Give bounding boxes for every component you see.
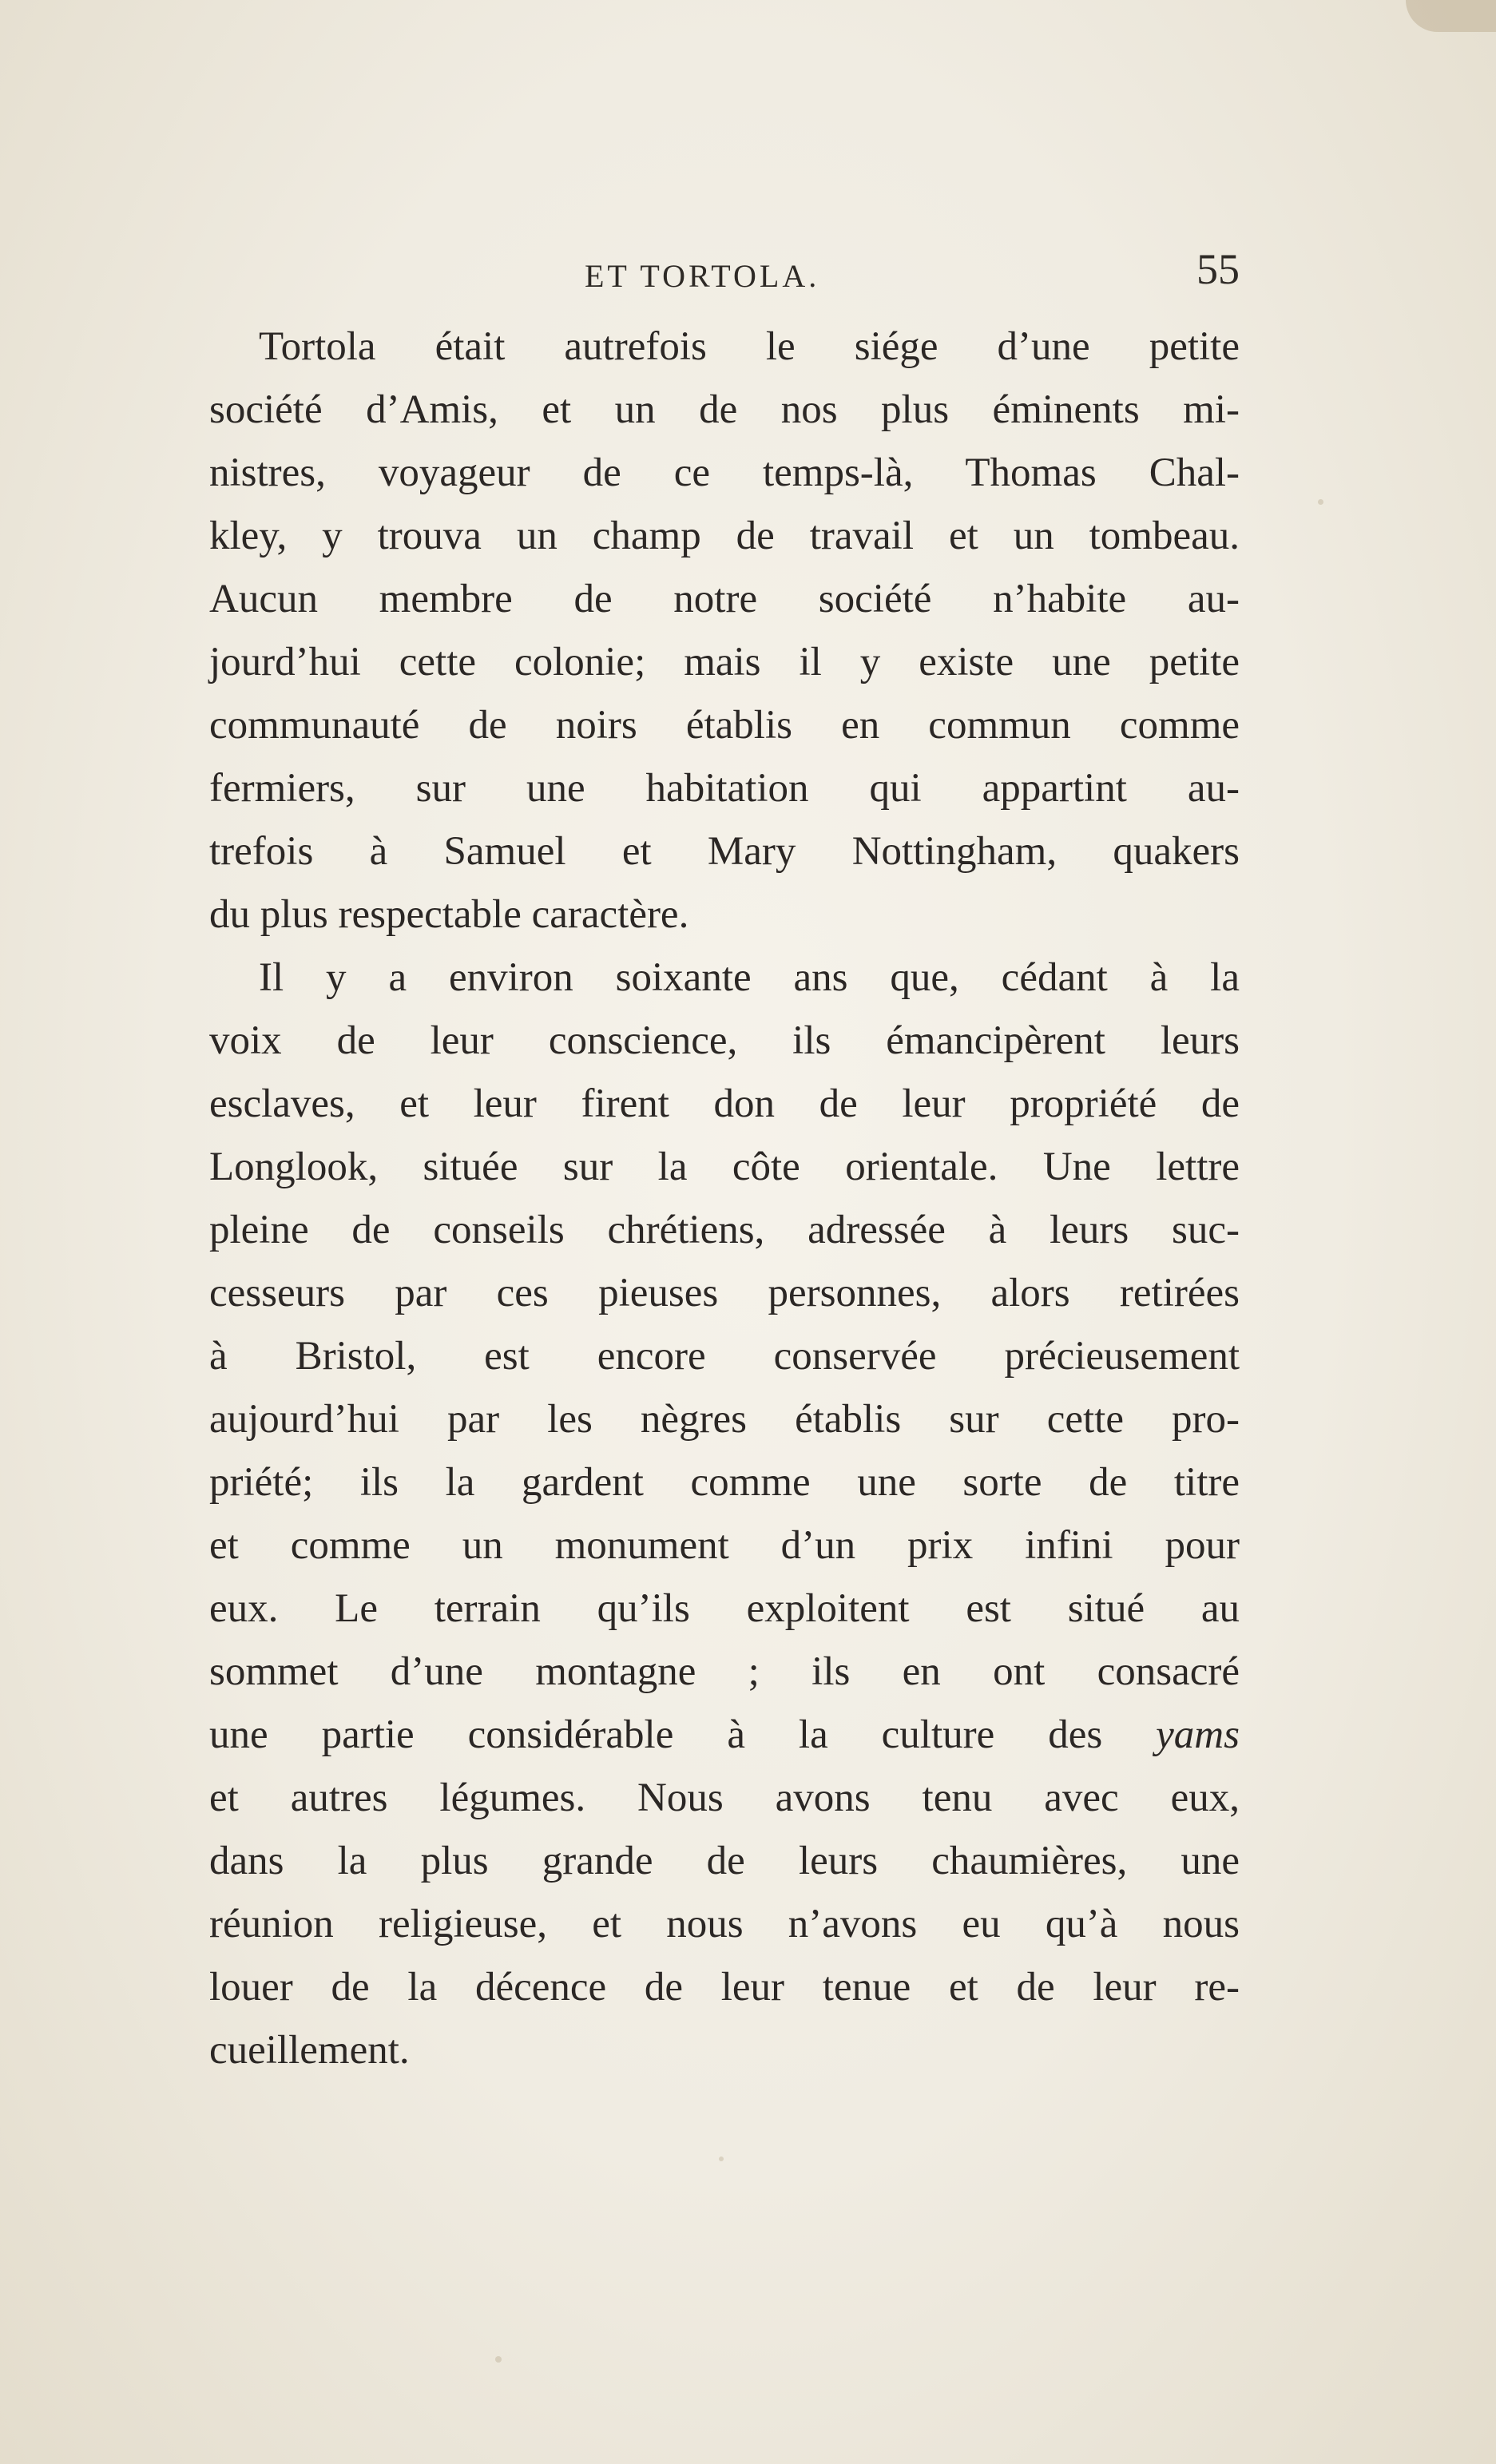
running-head: ET TORTOLA.	[585, 258, 820, 294]
page-number: 55	[1196, 245, 1240, 293]
text-line: et autres légumes. Nous avons tenu avec eux,	[209, 1776, 1240, 1820]
text-line: priété; ils la gardent comme une sorte de titre	[209, 1460, 1240, 1505]
text-line: kley, y trouva un champ de travail et un tombeau.	[209, 514, 1240, 558]
text-line: jourd’hui cette colonie; mais il y existe une petite	[209, 640, 1240, 684]
text-line: et comme un monument d’un prix infini pour	[209, 1523, 1240, 1568]
body-text	[209, 315, 1240, 2082]
text-line	[209, 1704, 1240, 1767]
text-line: fermiers, sur une habitation qui appartint au-	[209, 766, 1240, 811]
text-line: Longlook, située sur la côte orientale. Une lettre	[209, 1145, 1240, 1189]
text-line: eux. Le terrain qu’ils exploitent est situé au	[209, 1586, 1240, 1631]
text-line: à Bristol, est encore conservée précieusement	[209, 1334, 1240, 1379]
foxing-spot	[719, 2156, 724, 2161]
text-line: cesseurs par ces pieuses personnes, alors retirées	[209, 1271, 1240, 1315]
foxing-spot	[1406, 0, 1496, 32]
text-line: Aucun membre de notre société n’habite au-	[209, 577, 1240, 621]
text-line: trefois à Samuel et Mary Nottingham, quakers	[209, 829, 1240, 874]
foxing-spot	[495, 2356, 502, 2363]
text-line: communauté de noirs établis en commun comme	[209, 703, 1240, 748]
text-line: louer de la décence de leur tenue et de leur re-	[209, 1965, 1240, 2010]
foxing-spot	[1318, 499, 1323, 505]
text-line: esclaves, et leur firent don de leur propriété de	[209, 1081, 1240, 1126]
text-line: dans la plus grande de leurs chaumières, une	[209, 1839, 1240, 1883]
text-line: pleine de conseils chrétiens, adressée à leurs suc-	[209, 1208, 1240, 1252]
text-line: Tortola était autrefois le siége d’une petite	[259, 324, 1240, 369]
page-header	[209, 240, 1240, 311]
text-line-segment: une partie considérable à la culture des	[209, 1712, 1157, 1757]
text-line: nistres, voyageur de ce temps-là, Thomas Chal-	[209, 450, 1240, 495]
text-line: réunion religieuse, et nous n’avons eu qu’à nous	[209, 1902, 1240, 1946]
text-line: sommet d’une montagne ; ils en ont consacré	[209, 1649, 1240, 1694]
italic-word: yams	[1156, 1712, 1240, 1757]
text-line: aujourd’hui par les nègres établis sur cette pro-	[209, 1397, 1240, 1442]
text-line: société d’Amis, et un de nos plus éminents mi-	[209, 387, 1240, 432]
text-line: du plus respectable caractère.	[209, 892, 689, 937]
text-line: voix de leur conscience, ils émancipèrent leurs	[209, 1018, 1240, 1063]
text-line: Il y a environ soixante ans que, cédant à la	[259, 955, 1240, 1000]
text-line: cueillement.	[209, 2028, 410, 2073]
